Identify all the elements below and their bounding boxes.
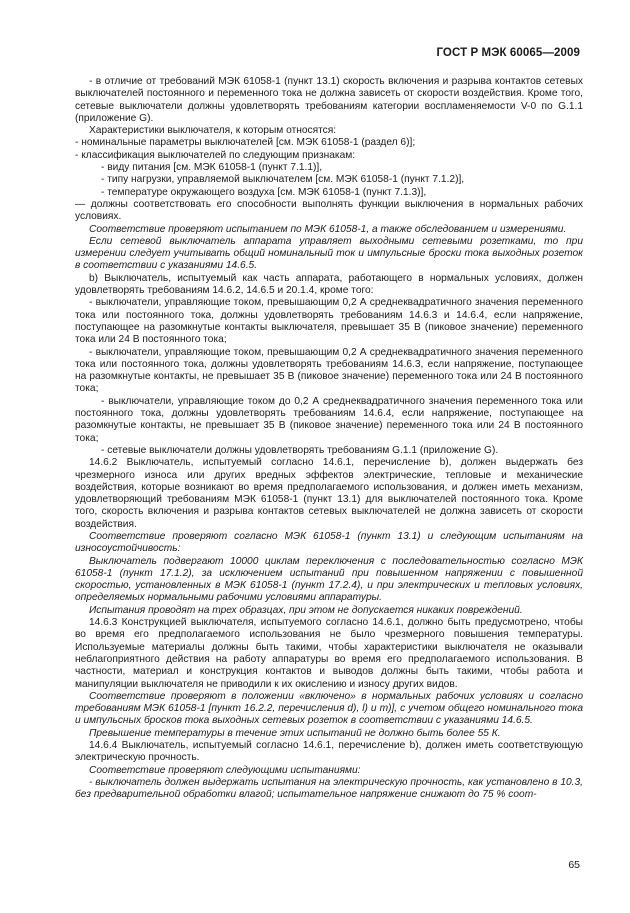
list-item: - выключатели, управляющие током, превышающим 0,2 А среднеквадратичного значения переменного тока или постоянного тока, должны удовлетворять требованиям 14.6.3, если напряжение, поступающее на разомкнутые контакты, не превышает 35 В (пиковое значение) переменного тока или 24 В постоянного тока; — [75, 346, 583, 395]
paragraph: 14.6.2 Выключатель, испытуемый согласно 14.6.1, перечисление b), должен выдержать без чрезмерного износа или других вредных эффектов электрические, тепловые и механические воздействия, которые возникают во время предполагаемого использования, и должен иметь механизм, удовлетворяющий требованиям МЭК 61058-1 (пункт 13.1) для выключателей постоянного тока. Кроме того, скорость включения и разрыва контактов сетевых выключателей не должна зависеть от скорости воздействия. — [75, 457, 583, 530]
paragraph: 14.6.3 Конструкцией выключателя, испытуемого согласно 14.6.1, должно быть предусмотрено, чтобы во время его предполагаемого использования не было чрезмерного повышения температуры. Используемые материалы должны быть такими, чтобы характеристики выключателя не оказывали неблагоприятного действия на работу аппаратуры во время его предполагаемого использования. В частности, материал и конструкция контактов и выводов должны быть такими, чтобы работа и манипуляции выключателя не приводили к их окислению и износу других видов. — [75, 617, 583, 690]
paragraph-italic: - выключатель должен выдержать испытания на электрическую прочность, как установлено в 10.3, без предварительной обработки влагой; испытательное напряжение снижают до 75 % соот- — [75, 776, 583, 801]
paragraph-italic: Испытания проводят на трех образцах, при этом не допускается никаких повреждений. — [89, 604, 523, 616]
list-item: - типу нагрузки, управляемой выключателем [см. МЭК 61058-1 (пункт 7.1.2)], — [101, 174, 465, 186]
list-item: - выключатели, управляющие током, превышающим 0,2 А среднеквадратичного значения переменного тока или постоянного тока, должны удовлетворять требованиям 14.6.3 и 14.6.4, если напряжение, поступающее на разомкнутые контакты выключателя, превышает 35 В (пиковое значение) переменного тока или 24 В постоянного тока; — [75, 297, 583, 346]
paragraph: - в отличие от требований МЭК 61058-1 (пункт 13.1) скорость включения и разрыва контактов сетевых выключателей постоянного и переменного тока не должна зависеть от скорости воздействия. Кроме того, сетевые выключатели должны удовлетворять требованиям категории воспламеняемости V-0 по G.1.1 (приложение G). — [75, 76, 583, 124]
paragraph: Характеристики выключателя, к которым относятся: — [89, 125, 337, 137]
paragraph: 14.6.4 Выключатель, испытуемый согласно 14.6.1, перечисление b), должен иметь соответствующую электрическую прочность. — [75, 740, 583, 764]
paragraph-italic: Соответствие проверяют согласно МЭК 61058-1 (пункт 13.1) и следующим испытаниям на износоустойчивость: — [75, 530, 583, 555]
list-item: - температуре окружающего воздуха [см. МЭК 61058-1 (пункт 7.1.3)], — [101, 186, 427, 198]
paragraph-italic: Соответствие проверяют следующими испытаниями: — [89, 764, 361, 776]
list-item: - виду питания [см. МЭК 61058-1 (пункт 7.1.1)], — [101, 162, 323, 174]
paragraph: — должны соответствовать его способности выполнять функции выключения в нормальных рабочих условиях. — [75, 198, 583, 223]
paragraph-italic: Превышение температуры в течение этих испытаний не должно быть более 55 К. — [89, 727, 501, 739]
paragraph-italic: Соответствие проверяют испытанием по МЭК 61058-1, а также обследованием и измерениями. — [89, 223, 567, 235]
document-body — [75, 76, 583, 802]
paragraph-italic: Выключатель подвергают 10000 циклам переключения с последовательностью согласно МЭК 61058-1 (пункт 17.1.2), за исключением испытаний при повышенном напряжении с повышенной скоростью, установленных в МЭК 61058-1 (пункт 17.2.4), и при электрических и тепловых условиях, определяемых нормальными рабочими условиями аппаратуры. — [75, 555, 583, 604]
list-item: - выключатели, управляющие током до 0,2 А среднеквадратичного значения переменного тока или постоянного тока, должны удовлетворять требованиям 14.6.4, если напряжение, поступающее на разомкнутые контакты, не превышает 35 В (пиковое значение) переменного тока или 24 В постоянного тока; — [75, 395, 583, 444]
paragraph-italic: Если сетевой выключатель аппарата управляет выходными сетевыми розетками, то при измерении следует учитывать общий номинальный ток и импульсные броски тока выходных розеток в соответствии с указаниями 14.6.5. — [75, 235, 583, 272]
paragraph: b) Выключатель, испытуемый как часть аппарата, работающего в нормальных условиях, должен удовлетворять требованиям 14.6.2, 14.6.5 и 20.1.4, кроме того: — [75, 272, 583, 297]
page-number: 65 — [568, 859, 580, 871]
paragraph-italic: Соответствие проверяют в положении «включено» в нормальных рабочих условиях и согласно требованиям МЭК 61058-1 [пункт 16.2.2, перечисления d), l) и m)], с учетом общего номинального тока и импульсных бросков тока выходных сетевых розеток в соответствии с указаниями 14.6.5. — [75, 690, 583, 727]
standard-header: ГОСТ Р МЭК 60065—2009 — [436, 47, 580, 59]
list-item: - классификация выключателей по следующим признакам: — [75, 149, 356, 161]
list-item: - номинальные параметры выключателей [см. МЭК 61058-1 (раздел 6)]; — [75, 137, 416, 149]
list-item: - сетевые выключатели должны удовлетворять требованиям G.1.1 (приложение G). — [101, 444, 499, 456]
